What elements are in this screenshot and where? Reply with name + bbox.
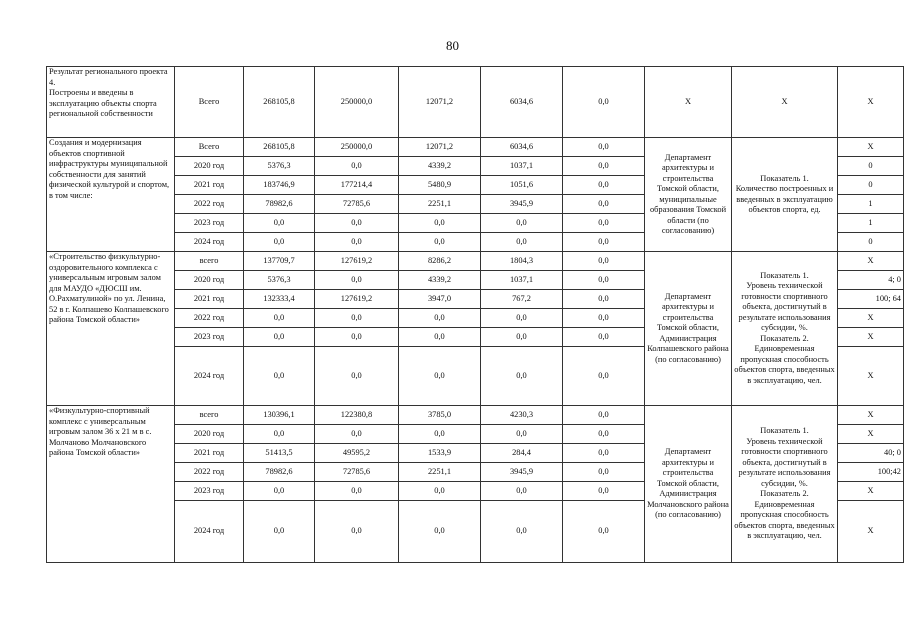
value-cell: 0,0 bbox=[244, 501, 315, 563]
value-cell: 0,0 bbox=[399, 501, 481, 563]
value-cell: 0,0 bbox=[563, 406, 645, 425]
value-cell: 0,0 bbox=[315, 347, 399, 406]
period-cell: 2021 год bbox=[175, 290, 244, 309]
target-cell: X bbox=[838, 482, 904, 501]
target-cell: X bbox=[838, 347, 904, 406]
target-cell: 1 bbox=[838, 214, 904, 233]
value-cell: 0,0 bbox=[563, 271, 645, 290]
target-cell: X bbox=[838, 406, 904, 425]
value-cell: 0,0 bbox=[563, 233, 645, 252]
value-cell: 130396,1 bbox=[244, 406, 315, 425]
target-cell: X bbox=[838, 328, 904, 347]
indicator-cell: X bbox=[732, 67, 838, 138]
value-cell: 4339,2 bbox=[399, 157, 481, 176]
budget-table bbox=[46, 66, 904, 563]
value-cell: 78982,6 bbox=[244, 463, 315, 482]
value-cell: 137709,7 bbox=[244, 252, 315, 271]
value-cell: 5376,3 bbox=[244, 157, 315, 176]
target-cell: 4; 0 bbox=[838, 271, 904, 290]
target-cell: X bbox=[838, 501, 904, 563]
value-cell: 0,0 bbox=[481, 501, 563, 563]
value-cell: 127619,2 bbox=[315, 290, 399, 309]
value-cell: 0,0 bbox=[315, 482, 399, 501]
value-cell: 183746,9 bbox=[244, 176, 315, 195]
page-number: 80 bbox=[446, 38, 459, 53]
value-cell: 1037,1 bbox=[481, 271, 563, 290]
value-cell: 5480,9 bbox=[399, 176, 481, 195]
value-cell: 0,0 bbox=[563, 444, 645, 463]
value-cell: 122380,8 bbox=[315, 406, 399, 425]
value-cell: 250000,0 bbox=[315, 138, 399, 157]
period-cell: всего bbox=[175, 406, 244, 425]
period-cell: 2020 год bbox=[175, 425, 244, 444]
row-name-cell: «Строительство физкультурно-оздоровительного комплекса с универсальным игровым залом для МАУДО «ДЮСШ им. О.Рахматулиной» по ул. Ленина, 52 в г. Колпашево Колпашевского района Томской области» bbox=[47, 252, 175, 406]
period-cell: всего bbox=[175, 252, 244, 271]
value-cell: 132333,4 bbox=[244, 290, 315, 309]
value-cell: 0,0 bbox=[563, 252, 645, 271]
value-cell: 0,0 bbox=[481, 233, 563, 252]
value-cell: 1051,6 bbox=[481, 176, 563, 195]
period-cell: Всего bbox=[175, 138, 244, 157]
value-cell: 0,0 bbox=[399, 425, 481, 444]
value-cell: 3945,9 bbox=[481, 195, 563, 214]
period-cell: 2022 год bbox=[175, 309, 244, 328]
period-cell: 2024 год bbox=[175, 347, 244, 406]
table-row bbox=[47, 252, 904, 271]
value-cell: 12071,2 bbox=[399, 138, 481, 157]
value-cell: 767,2 bbox=[481, 290, 563, 309]
value-cell: 78982,6 bbox=[244, 195, 315, 214]
target-cell: 40; 0 bbox=[838, 444, 904, 463]
value-cell: 0,0 bbox=[315, 328, 399, 347]
value-cell: 0,0 bbox=[563, 176, 645, 195]
value-cell: 6034,6 bbox=[481, 138, 563, 157]
value-cell: 2251,1 bbox=[399, 195, 481, 214]
value-cell: 177214,4 bbox=[315, 176, 399, 195]
value-cell: 3945,9 bbox=[481, 463, 563, 482]
value-cell: 0,0 bbox=[563, 214, 645, 233]
value-cell: 0,0 bbox=[244, 347, 315, 406]
value-cell: 3785,0 bbox=[399, 406, 481, 425]
value-cell: 127619,2 bbox=[315, 252, 399, 271]
target-cell: 0 bbox=[838, 233, 904, 252]
period-cell: 2024 год bbox=[175, 233, 244, 252]
row-name-cell: «Физкультурно-спортивный комплекс с универсальным игровым залом 36 х 21 м в с. Молчаново Молчановского района Томской области» bbox=[47, 406, 175, 563]
period-cell: 2022 год bbox=[175, 463, 244, 482]
period-cell: 2023 год bbox=[175, 482, 244, 501]
value-cell: 0,0 bbox=[563, 328, 645, 347]
value-cell: 268105,8 bbox=[244, 67, 315, 138]
value-cell: 6034,6 bbox=[481, 67, 563, 138]
value-cell: 1804,3 bbox=[481, 252, 563, 271]
value-cell: 0,0 bbox=[315, 271, 399, 290]
value-cell: 12071,2 bbox=[399, 67, 481, 138]
target-cell: X bbox=[838, 252, 904, 271]
value-cell: 0,0 bbox=[315, 233, 399, 252]
executor-cell: Департамент архитектуры и строительства Томской области, Администрация Молчановского района (по согласованию) bbox=[645, 406, 732, 563]
value-cell: 0,0 bbox=[481, 328, 563, 347]
period-cell: 2020 год bbox=[175, 157, 244, 176]
table-row bbox=[47, 138, 904, 157]
period-cell: 2022 год bbox=[175, 195, 244, 214]
value-cell: 250000,0 bbox=[315, 67, 399, 138]
row-name-cell: Создания и модернизация объектов спортивной инфраструктуры муниципальной собственности для занятий физической культурой и спортом, в том числе: bbox=[47, 138, 175, 252]
period-cell: 2024 год bbox=[175, 501, 244, 563]
value-cell: 0,0 bbox=[563, 67, 645, 138]
executor-cell: Департамент архитектуры и строительства Томской области, муниципальные образования Томской области (по согласованию) bbox=[645, 138, 732, 252]
value-cell: 4230,3 bbox=[481, 406, 563, 425]
value-cell: 1533,9 bbox=[399, 444, 481, 463]
target-cell: X bbox=[838, 425, 904, 444]
value-cell: 0,0 bbox=[563, 309, 645, 328]
value-cell: 8286,2 bbox=[399, 252, 481, 271]
value-cell: 0,0 bbox=[244, 214, 315, 233]
value-cell: 51413,5 bbox=[244, 444, 315, 463]
value-cell: 0,0 bbox=[481, 482, 563, 501]
value-cell: 284,4 bbox=[481, 444, 563, 463]
target-cell: X bbox=[838, 67, 904, 138]
value-cell: 4339,2 bbox=[399, 271, 481, 290]
period-cell: 2021 год bbox=[175, 176, 244, 195]
value-cell: 0,0 bbox=[244, 233, 315, 252]
value-cell: 0,0 bbox=[244, 425, 315, 444]
table-row bbox=[47, 406, 904, 425]
value-cell: 0,0 bbox=[563, 138, 645, 157]
target-cell: 0 bbox=[838, 157, 904, 176]
value-cell: 2251,1 bbox=[399, 463, 481, 482]
period-cell: Всего bbox=[175, 67, 244, 138]
value-cell: 0,0 bbox=[481, 425, 563, 444]
indicator-cell: Показатель 1. Уровень технической готовности спортивного объекта, достигнутый в результате использования субсидии, %. Показатель 2. Единовременная пропускная способность объектов спорта, введенных в эксплуатацию, чел. bbox=[732, 406, 838, 563]
value-cell: 268105,8 bbox=[244, 138, 315, 157]
indicator-cell: Показатель 1. Уровень технической готовности спортивного объекта, достигнутый в результате использования субсидии, %. Показатель 2. Единовременная пропускная способность объектов спорта, введенных в эксплуатацию, чел. bbox=[732, 252, 838, 406]
period-cell: 2021 год bbox=[175, 444, 244, 463]
value-cell: 0,0 bbox=[563, 425, 645, 444]
value-cell: 0,0 bbox=[563, 347, 645, 406]
value-cell: 0,0 bbox=[315, 425, 399, 444]
period-cell: 2020 год bbox=[175, 271, 244, 290]
value-cell: 0,0 bbox=[399, 214, 481, 233]
value-cell: 0,0 bbox=[481, 214, 563, 233]
value-cell: 0,0 bbox=[563, 195, 645, 214]
target-cell: 100;42 bbox=[838, 463, 904, 482]
value-cell: 0,0 bbox=[563, 482, 645, 501]
value-cell: 0,0 bbox=[563, 501, 645, 563]
value-cell: 0,0 bbox=[315, 501, 399, 563]
value-cell: 0,0 bbox=[399, 482, 481, 501]
target-cell: X bbox=[838, 138, 904, 157]
value-cell: 0,0 bbox=[244, 482, 315, 501]
value-cell: 0,0 bbox=[399, 309, 481, 328]
target-cell: 1 bbox=[838, 195, 904, 214]
value-cell: 0,0 bbox=[315, 214, 399, 233]
value-cell: 72785,6 bbox=[315, 195, 399, 214]
target-cell: 0 bbox=[838, 176, 904, 195]
target-cell: X bbox=[838, 309, 904, 328]
value-cell: 72785,6 bbox=[315, 463, 399, 482]
value-cell: 0,0 bbox=[563, 463, 645, 482]
value-cell: 0,0 bbox=[563, 290, 645, 309]
period-cell: 2023 год bbox=[175, 214, 244, 233]
value-cell: 3947,0 bbox=[399, 290, 481, 309]
value-cell: 0,0 bbox=[481, 347, 563, 406]
value-cell: 49595,2 bbox=[315, 444, 399, 463]
executor-cell: Департамент архитектуры и строительства Томской области, Администрация Колпашевского района (по согласованию) bbox=[645, 252, 732, 406]
value-cell: 5376,3 bbox=[244, 271, 315, 290]
value-cell: 0,0 bbox=[315, 309, 399, 328]
value-cell: 0,0 bbox=[399, 328, 481, 347]
table-row bbox=[47, 67, 904, 138]
value-cell: 0,0 bbox=[563, 157, 645, 176]
target-cell: 100; 64 bbox=[838, 290, 904, 309]
value-cell: 0,0 bbox=[244, 309, 315, 328]
value-cell: 1037,1 bbox=[481, 157, 563, 176]
period-cell: 2023 год bbox=[175, 328, 244, 347]
value-cell: 0,0 bbox=[399, 347, 481, 406]
value-cell: 0,0 bbox=[481, 309, 563, 328]
row-name-cell: Результат регионального проекта 4. Построены и введены в эксплуатацию объекты спорта региональной собственности bbox=[47, 67, 175, 138]
value-cell: 0,0 bbox=[315, 157, 399, 176]
executor-cell: X bbox=[645, 67, 732, 138]
indicator-cell: Показатель 1. Количество построенных и введенных в эксплуатацию объектов спорта, ед. bbox=[732, 138, 838, 252]
value-cell: 0,0 bbox=[399, 233, 481, 252]
value-cell: 0,0 bbox=[244, 328, 315, 347]
